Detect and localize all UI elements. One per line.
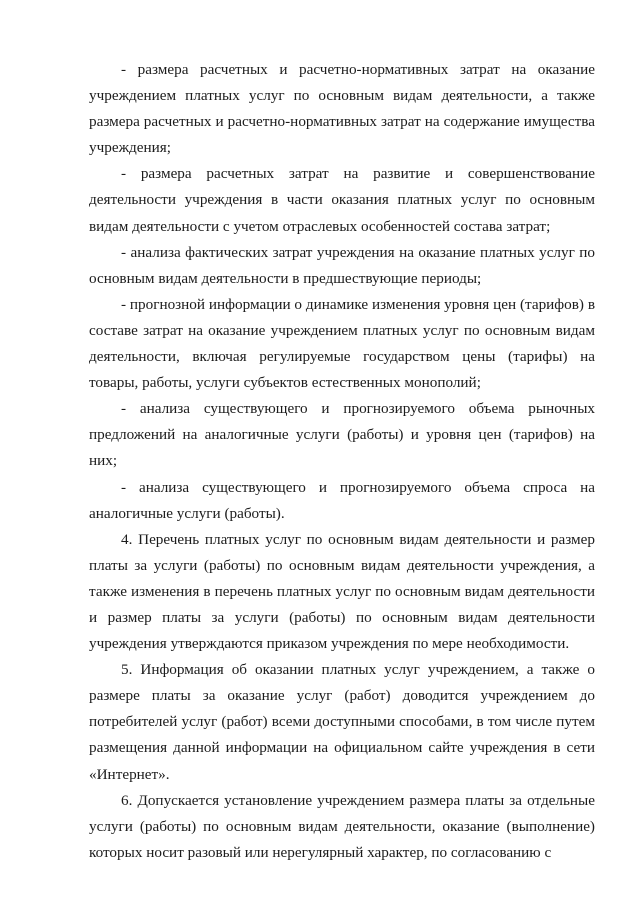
list-item-demand-analysis: - анализа существующего и прогнозируемого объема спроса на аналогичные услуги (работы). <box>89 478 595 522</box>
list-item-development-costs: - размера расчетных затрат на развитие и совершенствование деятельности учреждения в части оказания платных услуг по основным видам деятельности с учетом отраслевых особенностей состава затрат; <box>89 165 595 235</box>
paragraph-6-one-time-services: 6. Допускается установление учреждением размера платы за отдельные услуги (работы) по основным видам деятельности, оказание (выполнение) которых носит разовый или нерегулярный характер, по согласованию с <box>89 791 595 861</box>
list-item-estimated-costs: - размера расчетных и расчетно-нормативных затрат на оказание учреждением платных услуг по основным видам деятельности, а также размера расчетных и расчетно-нормативных затрат на содержание имущества учреждения; <box>89 61 595 157</box>
paragraph-5-information: 5. Информация об оказании платных услуг учреждением, а также о размере платы за оказание услуг (работ) доводится учреждением до потребителей услуг (работ) всеми доступными способами, в том числе путем размещения данной информации на официальном сайте учреждения в сети «Интернет». <box>89 661 595 783</box>
document-page <box>89 57 595 866</box>
list-item-supply-analysis: - анализа существующего и прогнозируемого объема рыночных предложений на аналогичные услуги (работы) и уровня цен (тарифов) на них; <box>89 400 595 470</box>
list-item-price-forecast: - прогнозной информации о динамике изменения уровня цен (тарифов) в составе затрат на оказание учреждением платных услуг по основным видам деятельности, включая регулируемые государством цены (тарифы) на товары, работы, услуги субъектов естественных монополий; <box>89 295 595 392</box>
paragraph-4-service-list: 4. Перечень платных услуг по основным видам деятельности и размер платы за услуги (работы) по основным видам деятельности учреждения, а также изменения в перечень платных услуг по основным видам деятельности и размер платы за услуги (работы) по основным видам деятельности учреждения утверждаются приказом учреждения по мере необходимости. <box>89 530 595 653</box>
list-item-actual-costs-analysis: - анализа фактических затрат учреждения на оказание платных услуг по основным видам деятельности в предшествующие периоды; <box>89 243 595 287</box>
